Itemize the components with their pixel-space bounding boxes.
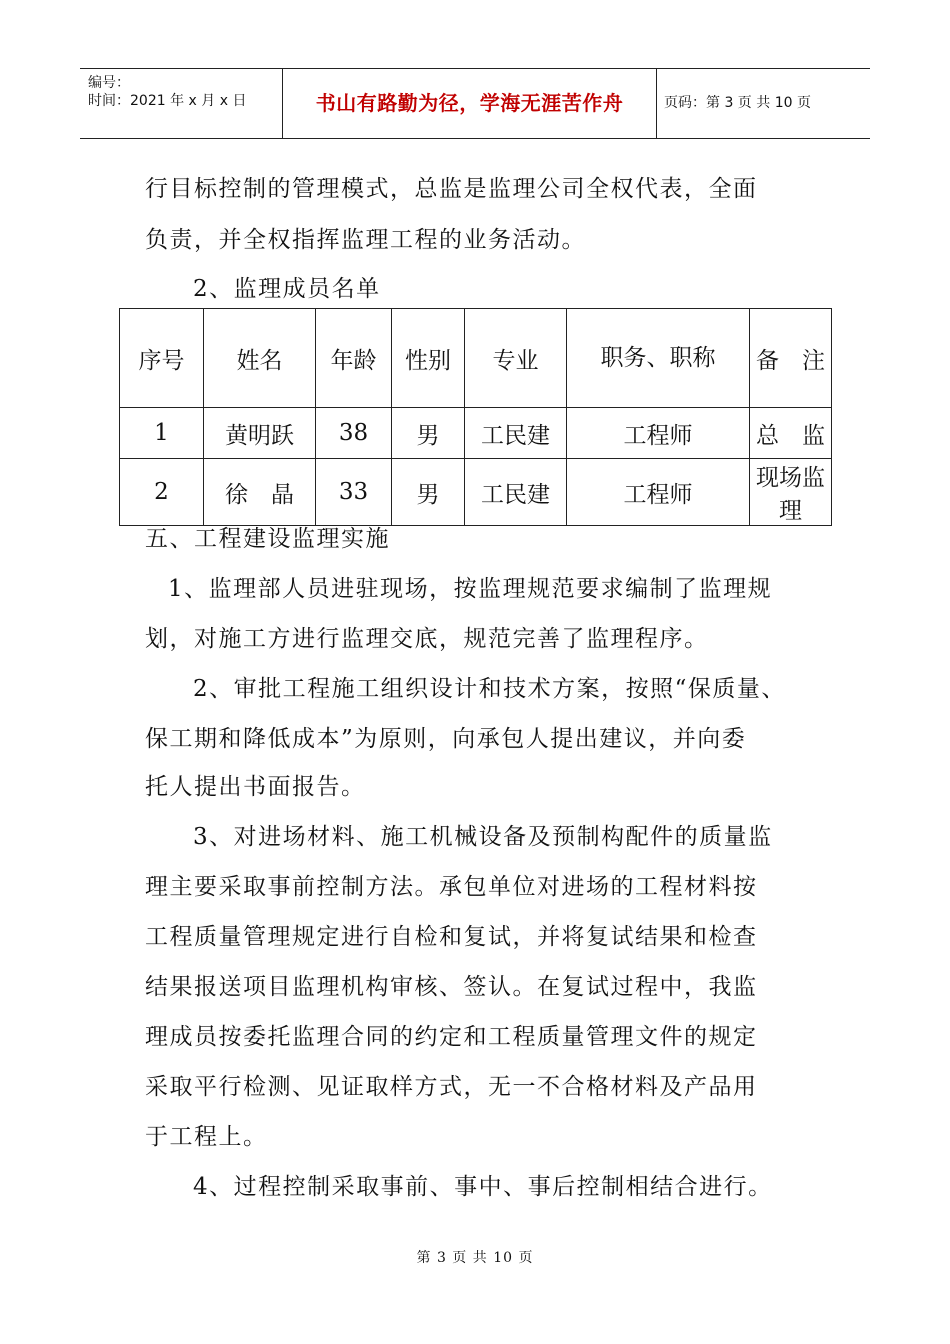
table-row <box>120 459 832 526</box>
paragraph-line: 行目标控制的管理模式，总监是监理公司全权代表，全面 <box>145 176 758 202</box>
table-cell: 总 监 <box>750 408 832 459</box>
paragraph-line: 4、过程控制采取事前、事中、事后控制相结合进行。 <box>193 1174 773 1200</box>
paragraph-line: 于工程上。 <box>145 1124 268 1150</box>
table-header-cell: 年龄 <box>316 309 392 408</box>
table-header-row <box>120 309 832 408</box>
header-motto: 书山有路勤为径，学海无涯苦作舟 <box>315 91 624 115</box>
paragraph-line: 采取平行检测、见证取样方式，无一不合格材料及产品用 <box>145 1074 758 1100</box>
header-meta <box>80 69 282 143</box>
paragraph-line: 理成员按委托监理合同的约定和工程质量管理文件的规定 <box>145 1024 758 1050</box>
paragraph-line: 保工期和降低成本”为原则，向承包人提出建议，并向委 <box>145 726 747 752</box>
table-cell: 33 <box>316 459 392 526</box>
page-header <box>80 68 870 139</box>
table-header-cell: 备 注 <box>750 309 832 408</box>
table-cell: 工程师 <box>567 408 750 459</box>
paragraph-line: 理主要采取事前控制方法。承包单位对进场的工程材料按 <box>145 874 758 900</box>
page-footer: 第 3 页 共 10 页 <box>416 1250 534 1266</box>
table-row <box>120 408 832 459</box>
table-header-cell: 序号 <box>120 309 204 408</box>
paragraph-line: 划，对施工方进行监理交底，规范完善了监理程序。 <box>145 626 709 652</box>
table-header-cell: 性别 <box>392 309 465 408</box>
header-time: 时间：2021 年 x 月 x 日 <box>88 93 247 109</box>
paragraph-line: 负责，并全权指挥监理工程的业务活动。 <box>145 227 586 253</box>
paragraph-line: 2、审批工程施工组织设计和技术方案，按照“保质量、 <box>193 676 786 702</box>
header-motto-cell <box>282 69 657 138</box>
table-header-cell: 姓名 <box>204 309 316 408</box>
section-subtitle: 2、监理成员名单 <box>193 276 381 302</box>
paragraph-line: 结果报送项目监理机构审核、签认。在复试过程中，我监 <box>145 974 758 1000</box>
header-number: 编号： <box>88 75 130 91</box>
table-cell: 黄明跃 <box>204 408 316 459</box>
table-cell: 1 <box>120 408 204 459</box>
staff-table <box>119 308 832 526</box>
table-cell: 38 <box>316 408 392 459</box>
table-cell: 现场监理 <box>750 459 832 526</box>
table-cell: 工民建 <box>465 408 567 459</box>
table-cell: 2 <box>120 459 204 526</box>
paragraph-line: 托人提出书面报告。 <box>145 774 366 800</box>
header-page-info: 页码：第 3 页 共 10 页 <box>664 95 811 111</box>
paragraph-line: 3、对进场材料、施工机械设备及预制构配件的质量监 <box>193 824 773 850</box>
section-heading: 五、工程建设监理实施 <box>145 526 390 552</box>
table-cell: 男 <box>392 459 465 526</box>
table-cell: 工程师 <box>567 459 750 526</box>
table-header-cell: 职务、职称 <box>567 309 750 408</box>
table-cell: 男 <box>392 408 465 459</box>
paragraph-line: 1、监理部人员进驻现场，按监理规范要求编制了监理规 <box>168 576 773 602</box>
table-cell: 工民建 <box>465 459 567 526</box>
table-cell: 徐 晶 <box>204 459 316 526</box>
table-header-cell: 专业 <box>465 309 567 408</box>
paragraph-line: 工程质量管理规定进行自检和复试，并将复试结果和检查 <box>145 924 758 950</box>
